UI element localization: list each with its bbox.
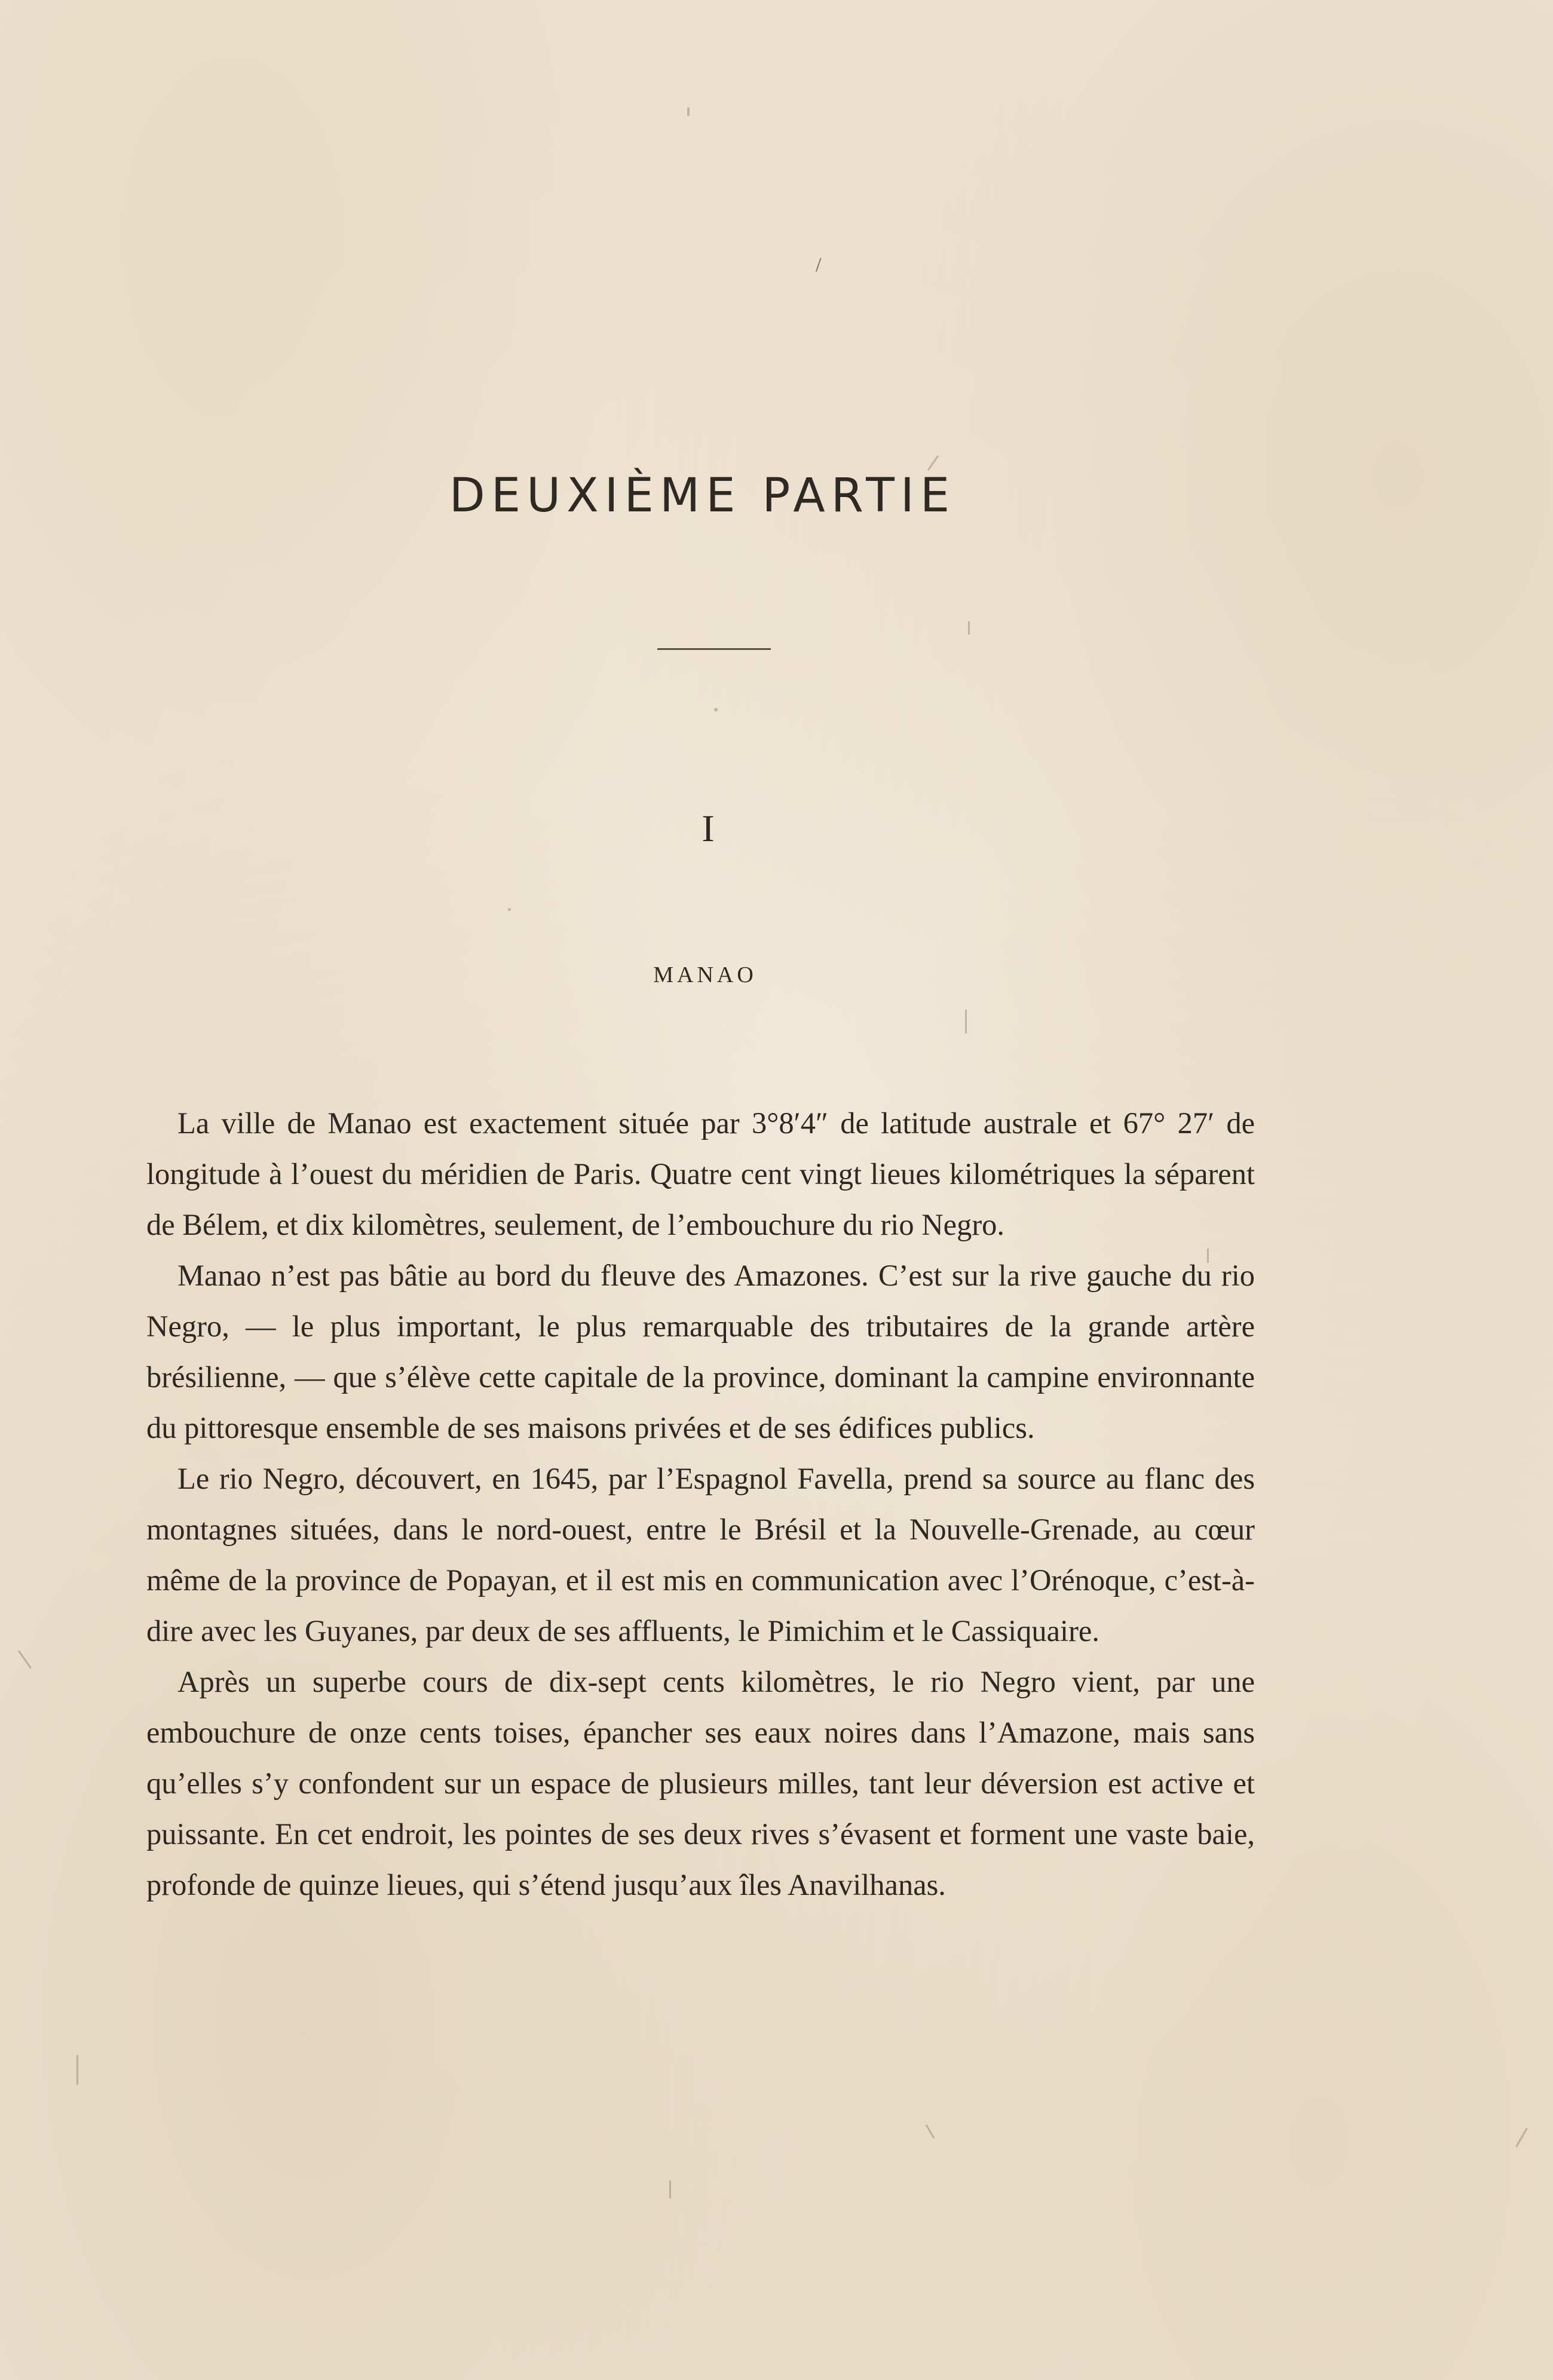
top-tick-mark: / (816, 254, 822, 276)
paragraph-3: Le rio Negro, découvert, en 1645, par l’Espagnol Favella, prend sa source au flanc des montagnes situées, dans le nord-ouest, entre le Brésil et la Nouvelle-Grenade, au cœur même de la province de Popayan, et il est mis en communication avec l’Orénoque, c’est-à-dire avec les Guyanes, par deux de ses affluents, le Pimichim et le Cassiquaire. (146, 1462, 1255, 1648)
paper-speck (1515, 2128, 1528, 2148)
paragraph-1: La ville de Manao est exactement située par 3°8′4″ de latitude australe et 67° 27′ de longitude à l’ouest du méridien de Paris. Quatre cent vingt lieues kilométriques la séparent de Bélem, et dix kilomètres, seulement, de l’embouchure du rio Negro. (146, 1106, 1255, 1241)
paper-speck (965, 1010, 967, 1033)
chapter-number: I (702, 807, 715, 849)
paper-speck (687, 108, 690, 116)
paper-speck (669, 2180, 671, 2198)
body-text (146, 1098, 1255, 1910)
paper-speck (508, 908, 511, 911)
paper-speck (18, 1650, 32, 1669)
paper-speck (968, 621, 970, 634)
title-rule (657, 648, 771, 650)
paper-speck (1207, 1249, 1209, 1263)
chapter-title: MANAO (653, 962, 757, 987)
paragraph-4: Après un superbe cours de dix-sept cents kilomètres, le rio Negro vient, par une embouchure de onze cents toises, épancher ses eaux noires dans l’Amazone, mais sans qu’elles s’y confondent sur un espace de plusieurs milles, tant leur déversion est active et puissante. En cet endroit, les pointes de ses deux rives s’évasent et forment une vaste baie, profonde de quinze lieues, qui s’étend jusqu’aux îles Anavilhanas. (146, 1665, 1255, 1901)
paragraph-2: Manao n’est pas bâtie au bord du fleuve des Amazones. C’est sur la rive gauche du rio Negro, — le plus important, le plus remarquable des tributaires de la grande artère brésilienne, — que s’élève cette capitale de la province, dominant la campine environnante du pittoresque ensemble de ses maisons privées et de ses édifices publics. (146, 1259, 1255, 1444)
part-title: DEUXIÈME PARTIE (449, 469, 956, 523)
paper-speck (76, 2055, 78, 2085)
paper-speck (714, 708, 718, 711)
paper-speck (926, 2124, 935, 2139)
